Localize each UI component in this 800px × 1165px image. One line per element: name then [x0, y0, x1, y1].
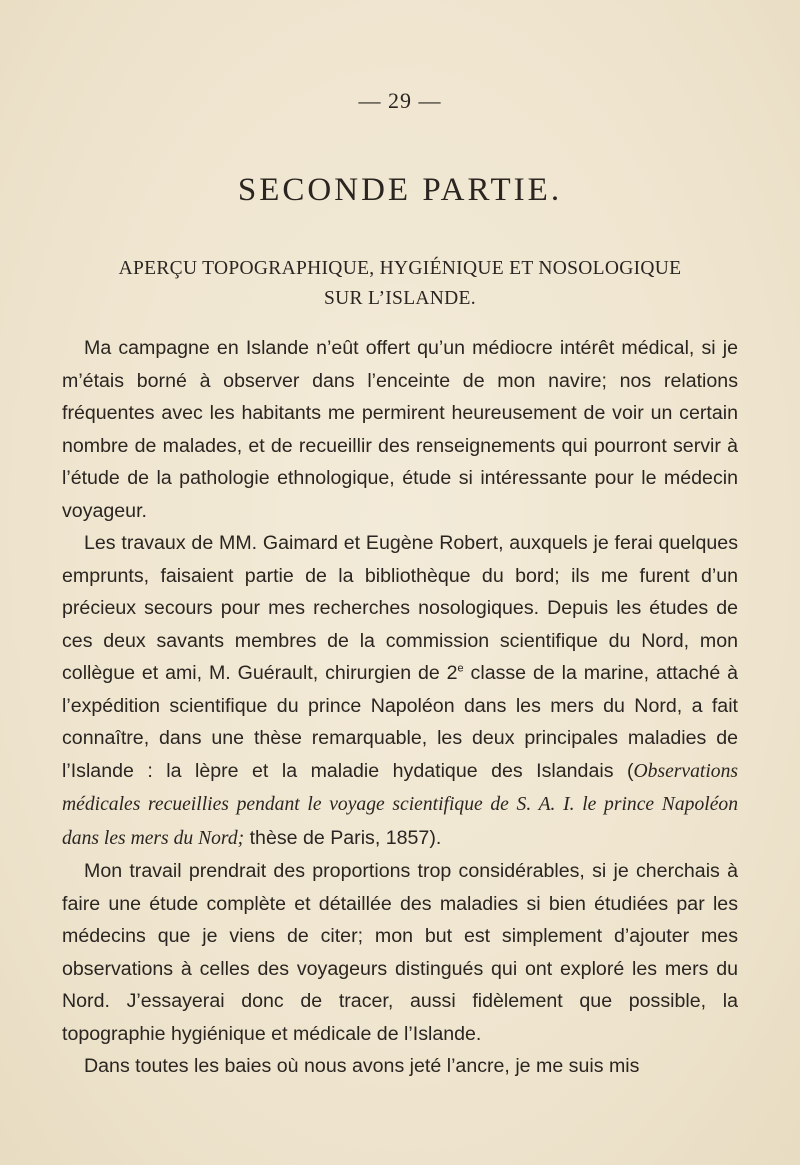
- page-number: — 29 —: [358, 88, 442, 113]
- section-heading-line-2: SUR L’ISLANDE.: [324, 288, 476, 309]
- paragraph-1: Ma campagne en Islande n’eût offert qu’un médiocre intérêt médical, si je m’étais borné à observer dans l’enceinte de mon navire; nos relations fréquentes avec les habitants me permirent heureusement de voir un certain nombre de malades, et de recueillir des renseignements qui pourront servir à l’étude de la pathologie ethnologique, étude si intéressante pour le médecin voyageur.: [62, 337, 738, 522]
- section-heading-line-1: APERÇU TOPOGRAPHIQUE, HYGIÉNIQUE ET NOSOLOGIQUE: [118, 258, 682, 279]
- body-text: [62, 332, 738, 1083]
- paragraph-2: [62, 527, 738, 855]
- cited-work-title: Observations médicales recueillies pendant le voyage scientifique de S. A. I. le prince Napoléon dans les mers du Nord;: [62, 760, 738, 849]
- paragraph-2-text-c: thèse de Paris, 1857).: [244, 826, 442, 849]
- ordinal-superscript: e: [457, 662, 464, 675]
- paragraph-2-text-b: classe de la marine, attaché à l’expédition scientifique du prince Napoléon dans les mers du Nord, a fait connaître, dans une thèse remarquable, les deux principales maladies de l’Islande : la lèpre et la maladie hydatique des Islandais (: [62, 662, 738, 782]
- part-title: SECONDE PARTIE.: [237, 172, 563, 208]
- section-heading: [60, 254, 740, 314]
- paragraph-3: Mon travail prendrait des proportions trop considérables, si je cherchais à faire une étude complète et détaillée des maladies si bien étudiées par les médecins que je viens de citer; mon but est simplement d’ajouter mes observations à celles des voyageurs distingués qui ont exploré les mers du Nord. J’essayerai donc de tracer, aussi fidèlement que possible, la topographie hygiénique et médicale de l’Islande.: [62, 860, 738, 1045]
- paragraph-4: Dans toutes les baies où nous avons jeté l’ancre, je me suis mis: [84, 1055, 640, 1077]
- paragraph-2-text-a: Les travaux de MM. Gaimard et Eugène Robert, auxquels je ferai quelques emprunts, faisaient partie de la bibliothèque du bord; ils me furent d’un précieux secours pour mes recherches nosologiques. Depuis les études de ces deux savants membres de la commission scientifique du Nord, mon collègue et ami, M. Guérault, chirurgien de 2: [62, 532, 738, 684]
